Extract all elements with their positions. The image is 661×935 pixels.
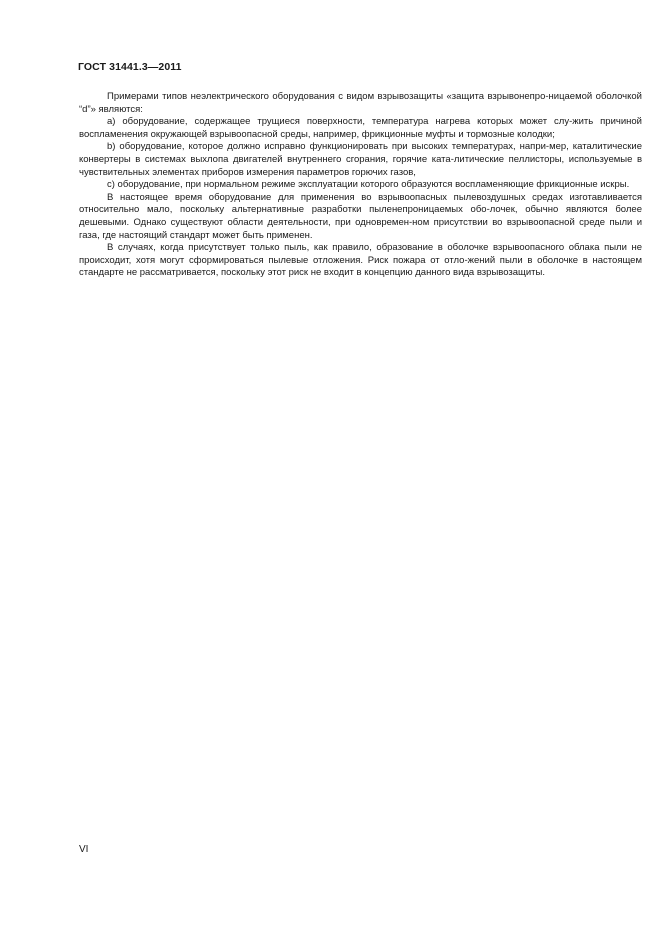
paragraph-item-c: c) оборудование, при нормальном режиме эксплуатации которого образуются воспламеняющие фрикционные искры. xyxy=(107,179,630,191)
paragraph-item-a: а) оборудование, содержащее трущиеся поверхности, температура нагрева которых может слу-жить причиной воспламенения окружающей взрывоопасной среды, например, фрикционные муфты и тормозные колодки; xyxy=(79,116,642,140)
document-header: ГОСТ 31441.3—2011 xyxy=(78,61,182,73)
paragraph-dust-equipment: В настоящее время оборудование для применения во взрывоопасных пылевоздушных средах изготавливается относительно мало, поскольку альтернативные разработки пыленепроницаемых обо-лочек, обычно являются более дешевыми. Однако существуют области деятельности, при одновремен-ном присутствии во взрывоопасной среде пыли и газа, где настоящий стандарт может быть применен. xyxy=(79,191,642,241)
paragraph-intro: Примерами типов неэлектрического оборудования с видом взрывозащиты «защита взрывонепро-ницаемой оболочкой “d”» являются: xyxy=(79,91,642,115)
document-body xyxy=(79,91,642,280)
page-number: VI xyxy=(79,844,89,855)
paragraph-item-b: b) оборудование, которое должно исправно функционировать при высоких температурах, напри-мер, каталитические конвертеры в системах выхлопа двигателей внутреннего сгорания, горячие ката-литические пеллисторы, используемые в чувствительных элементах приборов измерения параметров горючих газов, xyxy=(79,141,642,178)
paragraph-dust-only: В случаях, когда присутствует только пыль, как правило, образование в оболочке взрывоопасного облака пыли не происходит, хотя могут сформироваться пылевые отложения. Риск пожара от отло-жений пыли в оболочке в настоящем стандарте не рассматривается, поскольку этот риск не входит в концепцию данного вида взрывозащиты. xyxy=(79,242,642,279)
